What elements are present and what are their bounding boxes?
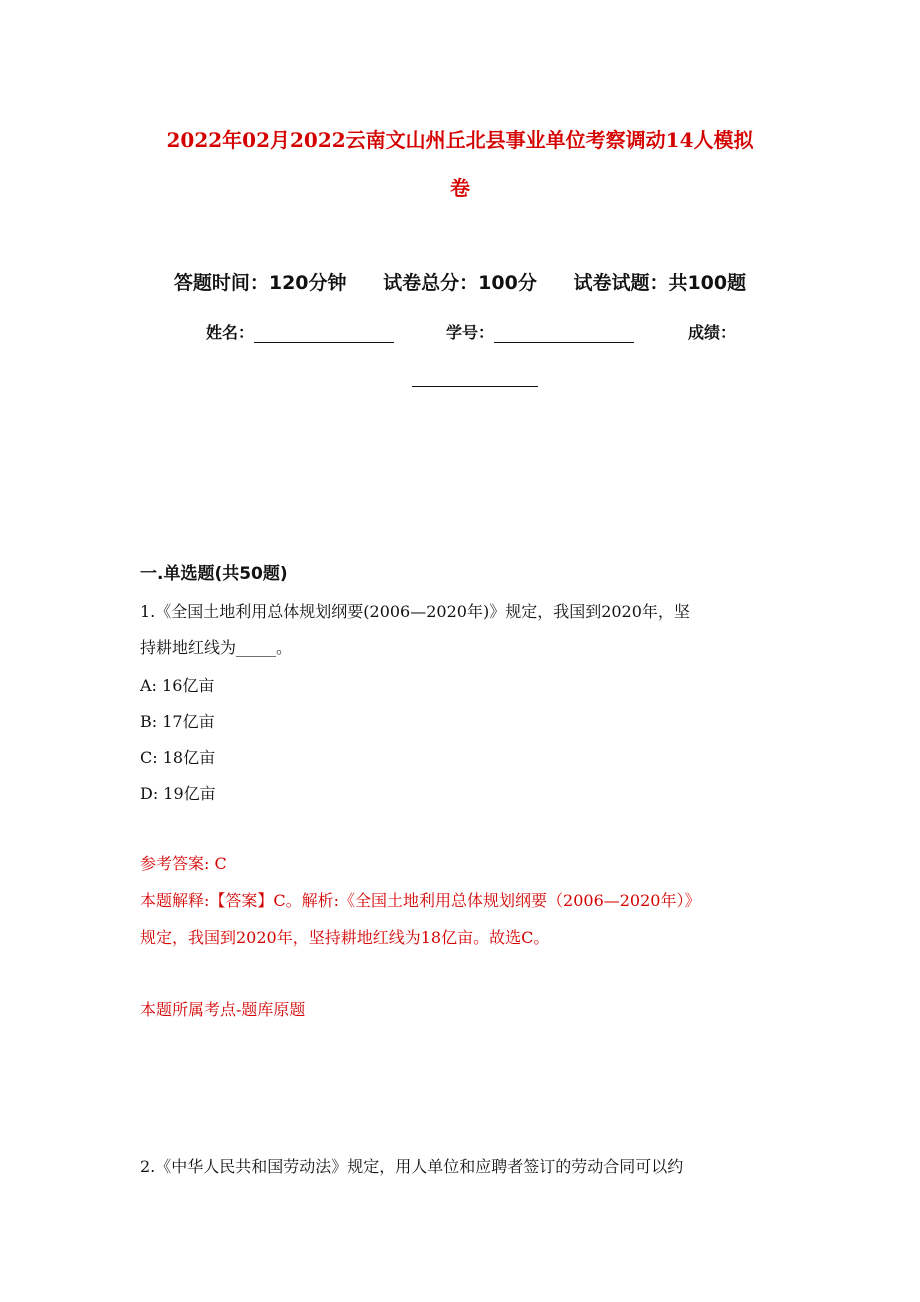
id-label: 学号：	[446, 323, 495, 342]
exam-time: 答题时间：120分钟	[173, 272, 347, 294]
page-title: 2022年02月2022云南文山州丘北县事业单位考察调动14人模拟	[166, 128, 754, 152]
id-blank	[494, 324, 634, 343]
score-label: 成绩：	[688, 323, 737, 342]
question-2-stem: 2.《中华人民共和国劳动法》规定，用人单位和应聘者签订的劳动合同可以约	[140, 1157, 684, 1176]
score-blank	[412, 368, 538, 387]
option-b: B: 17亿亩	[140, 712, 215, 731]
question-1-stem-continued: 持耕地红线为_____。	[140, 638, 293, 657]
explanation-continued: 规定，我国到2020年，坚持耕地红线为18亿亩。故选C。	[140, 928, 550, 947]
student-id-field	[446, 320, 634, 343]
exam-total-score: 试卷总分：100分	[383, 272, 537, 294]
exam-info	[0, 268, 920, 295]
option-d: D: 19亿亩	[140, 784, 216, 803]
name-blank	[254, 324, 394, 343]
section-heading: 一.单选题(共50题)	[140, 564, 288, 584]
page-title-continued: 卷	[450, 176, 470, 200]
student-score-field	[688, 320, 736, 343]
exam-total-questions: 试卷试题：共100题	[573, 272, 747, 294]
option-c: C: 18亿亩	[140, 748, 216, 767]
reference-answer: 参考答案: C	[140, 854, 227, 873]
student-name-field	[206, 320, 394, 343]
option-a: A: 16亿亩	[140, 676, 215, 695]
topic-tag: 本题所属考点-题库原题	[140, 1000, 306, 1019]
question-1-stem: 1.《全国土地利用总体规划纲要(2006—2020年)》规定，我国到2020年，坚	[140, 602, 690, 621]
name-label: 姓名：	[206, 323, 255, 342]
explanation: 本题解释:【答案】C。解析:《全国土地利用总体规划纲要（2006—2020年）》	[140, 891, 701, 910]
